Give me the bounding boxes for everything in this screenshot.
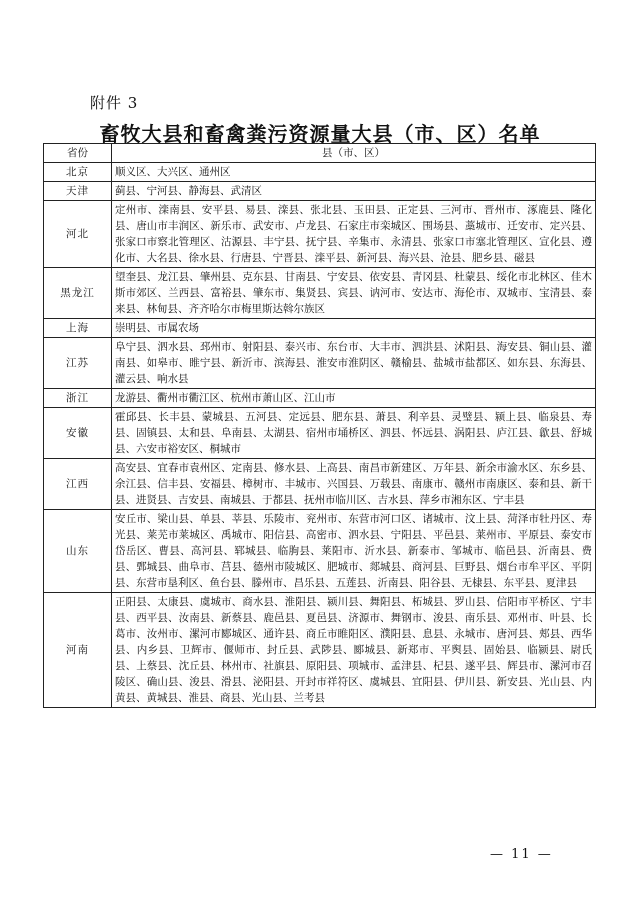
table-row [44,163,596,182]
county-list-table [43,143,596,708]
table-row [44,182,596,201]
counties-cell: 定州市、滦南县、安平县、易县、滦县、张北县、玉田县、正定县、三河市、晋州市、涿鹿县、隆化县、唐山市丰润区、新乐市、武安市、卢龙县、石家庄市栾城区、围场县、藁城市、迁安市、定兴县、张家口市察北管理区、沽源县、丰宁县、抚宁县、辛集市、永清县、张家口市塞北管理区、宣化县、遵化市、大名县、徐水县、行唐县、宁晋县、滦平县、新河县、海兴县、沧县、肥乡县、磁县 [112,201,596,268]
page-number: — 11 — [490,847,553,862]
table-row [44,338,596,389]
table-row [44,459,596,510]
province-cell: 山东 [44,510,112,593]
province-cell: 河南 [44,593,112,708]
table-row [44,593,596,708]
document-title: 畜牧大县和畜禽粪污资源量大县（市、区）名单 [99,122,541,146]
counties-cell: 安丘市、梁山县、单县、莘县、乐陵市、兖州市、东营市河口区、诸城市、汶上县、菏泽市牡丹区、寿光县、莱芜市莱城区、禹城市、阳信县、高密市、泗水县、宁阳县、平邑县、莱州市、平原县、泰安市岱岳区、曹县、高河县、郓城县、临朐县、莱阳市、沂水县、新泰市、邹城市、临邑县、沂南县、费县、鄄城县、曲阜市、莒县、德州市陵城区、肥城市、郯城县、商河县、巨野县、烟台市牟平区、平阴县、东营市垦利区、鱼台县、滕州市、昌乐县、五莲县、沂南县、阳谷县、无棣县、东平县、夏津县 [112,510,596,593]
province-cell: 天津 [44,182,112,201]
counties-cell: 龙游县、衢州市衢江区、杭州市萧山区、江山市 [112,389,596,408]
counties-cell: 蓟县、宁河县、静海县、武清区 [112,182,596,201]
counties-cell: 阜宁县、泗水县、邳州市、射阳县、泰兴市、东台市、大丰市、泗洪县、沭阳县、海安县、铜山县、灌南县、如皋市、睢宁县、新沂市、滨海县、淮安市淮阴区、赣榆县、盐城市盐都区、如东县、东海县、灌云县、响水县 [112,338,596,389]
counties-cell: 崇明县、市属农场 [112,319,596,338]
counties-cell: 顺义区、大兴区、通州区 [112,163,596,182]
province-cell: 江西 [44,459,112,510]
table-header-row [44,144,596,163]
counties-cell: 霍邱县、长丰县、蒙城县、五河县、定远县、肥东县、萧县、利辛县、灵璧县、颍上县、临泉县、寿县、固镇县、太和县、阜南县、太湖县、宿州市埇桥区、泗县、怀远县、涡阳县、庐江县、歙县、舒城县、六安市裕安区、桐城市 [112,408,596,459]
header-counties: 县（市、区） [112,144,596,163]
province-cell: 安徽 [44,408,112,459]
counties-cell: 望奎县、龙江县、肇州县、克东县、甘南县、宁安县、依安县、青冈县、杜蒙县、绥化市北林区、佳木斯市郊区、兰西县、富裕县、肇东市、集贤县、宾县、讷河市、安达市、海伦市、双城市、宝清县、泰来县、林甸县、齐齐哈尔市梅里斯达斡尔族区 [112,268,596,319]
table-row [44,201,596,268]
counties-cell: 高安县、宜春市袁州区、定南县、修水县、上高县、南昌市新建区、万年县、新余市渝水区、东乡县、余江县、信丰县、安福县、樟树市、丰城市、兴国县、万载县、南康市、赣州市南康区、泰和县、新干县、进贤县、吉安县、南城县、于都县、抚州市临川区、吉水县、萍乡市湘东区、宁丰县 [112,459,596,510]
table-row [44,510,596,593]
table-row [44,389,596,408]
table-row [44,319,596,338]
counties-cell: 正阳县、太康县、虞城市、商水县、淮阳县、颍川县、舞阳县、柘城县、罗山县、信阳市平桥区、宁丰县、西平县、汝南县、新蔡县、鹿邑县、夏邑县、济源市、舞钢市、浚县、南乐县、邓州市、叶县、长葛市、汝州市、漯河市郾城区、通许县、商丘市睢阳区、濮阳县、息县、永城市、唐河县、郏县、西华县、内乡县、卫辉市、偃师市、封丘县、武陟县、郾城县、新郑市、平舆县、固始县、临颍县、尉氏县、上蔡县、沈丘县、林州市、社旗县、原阳县、项城市、孟津县、杞县、遂平县、辉县市、漯河市召陵区、确山县、浚县、滑县、泌阳县、开封市祥符区、虞城县、宜阳县、伊川县、新安县、光山县、内黄县、黄城县、淮县、商县、光山县、兰考县 [112,593,596,708]
table-row [44,408,596,459]
attachment-label: 附件 3 [90,94,139,112]
table-row [44,268,596,319]
province-cell: 上海 [44,319,112,338]
province-cell: 江苏 [44,338,112,389]
province-cell: 浙江 [44,389,112,408]
province-cell: 河北 [44,201,112,268]
province-cell: 黑龙江 [44,268,112,319]
province-cell: 北京 [44,163,112,182]
header-province: 省份 [44,144,112,163]
